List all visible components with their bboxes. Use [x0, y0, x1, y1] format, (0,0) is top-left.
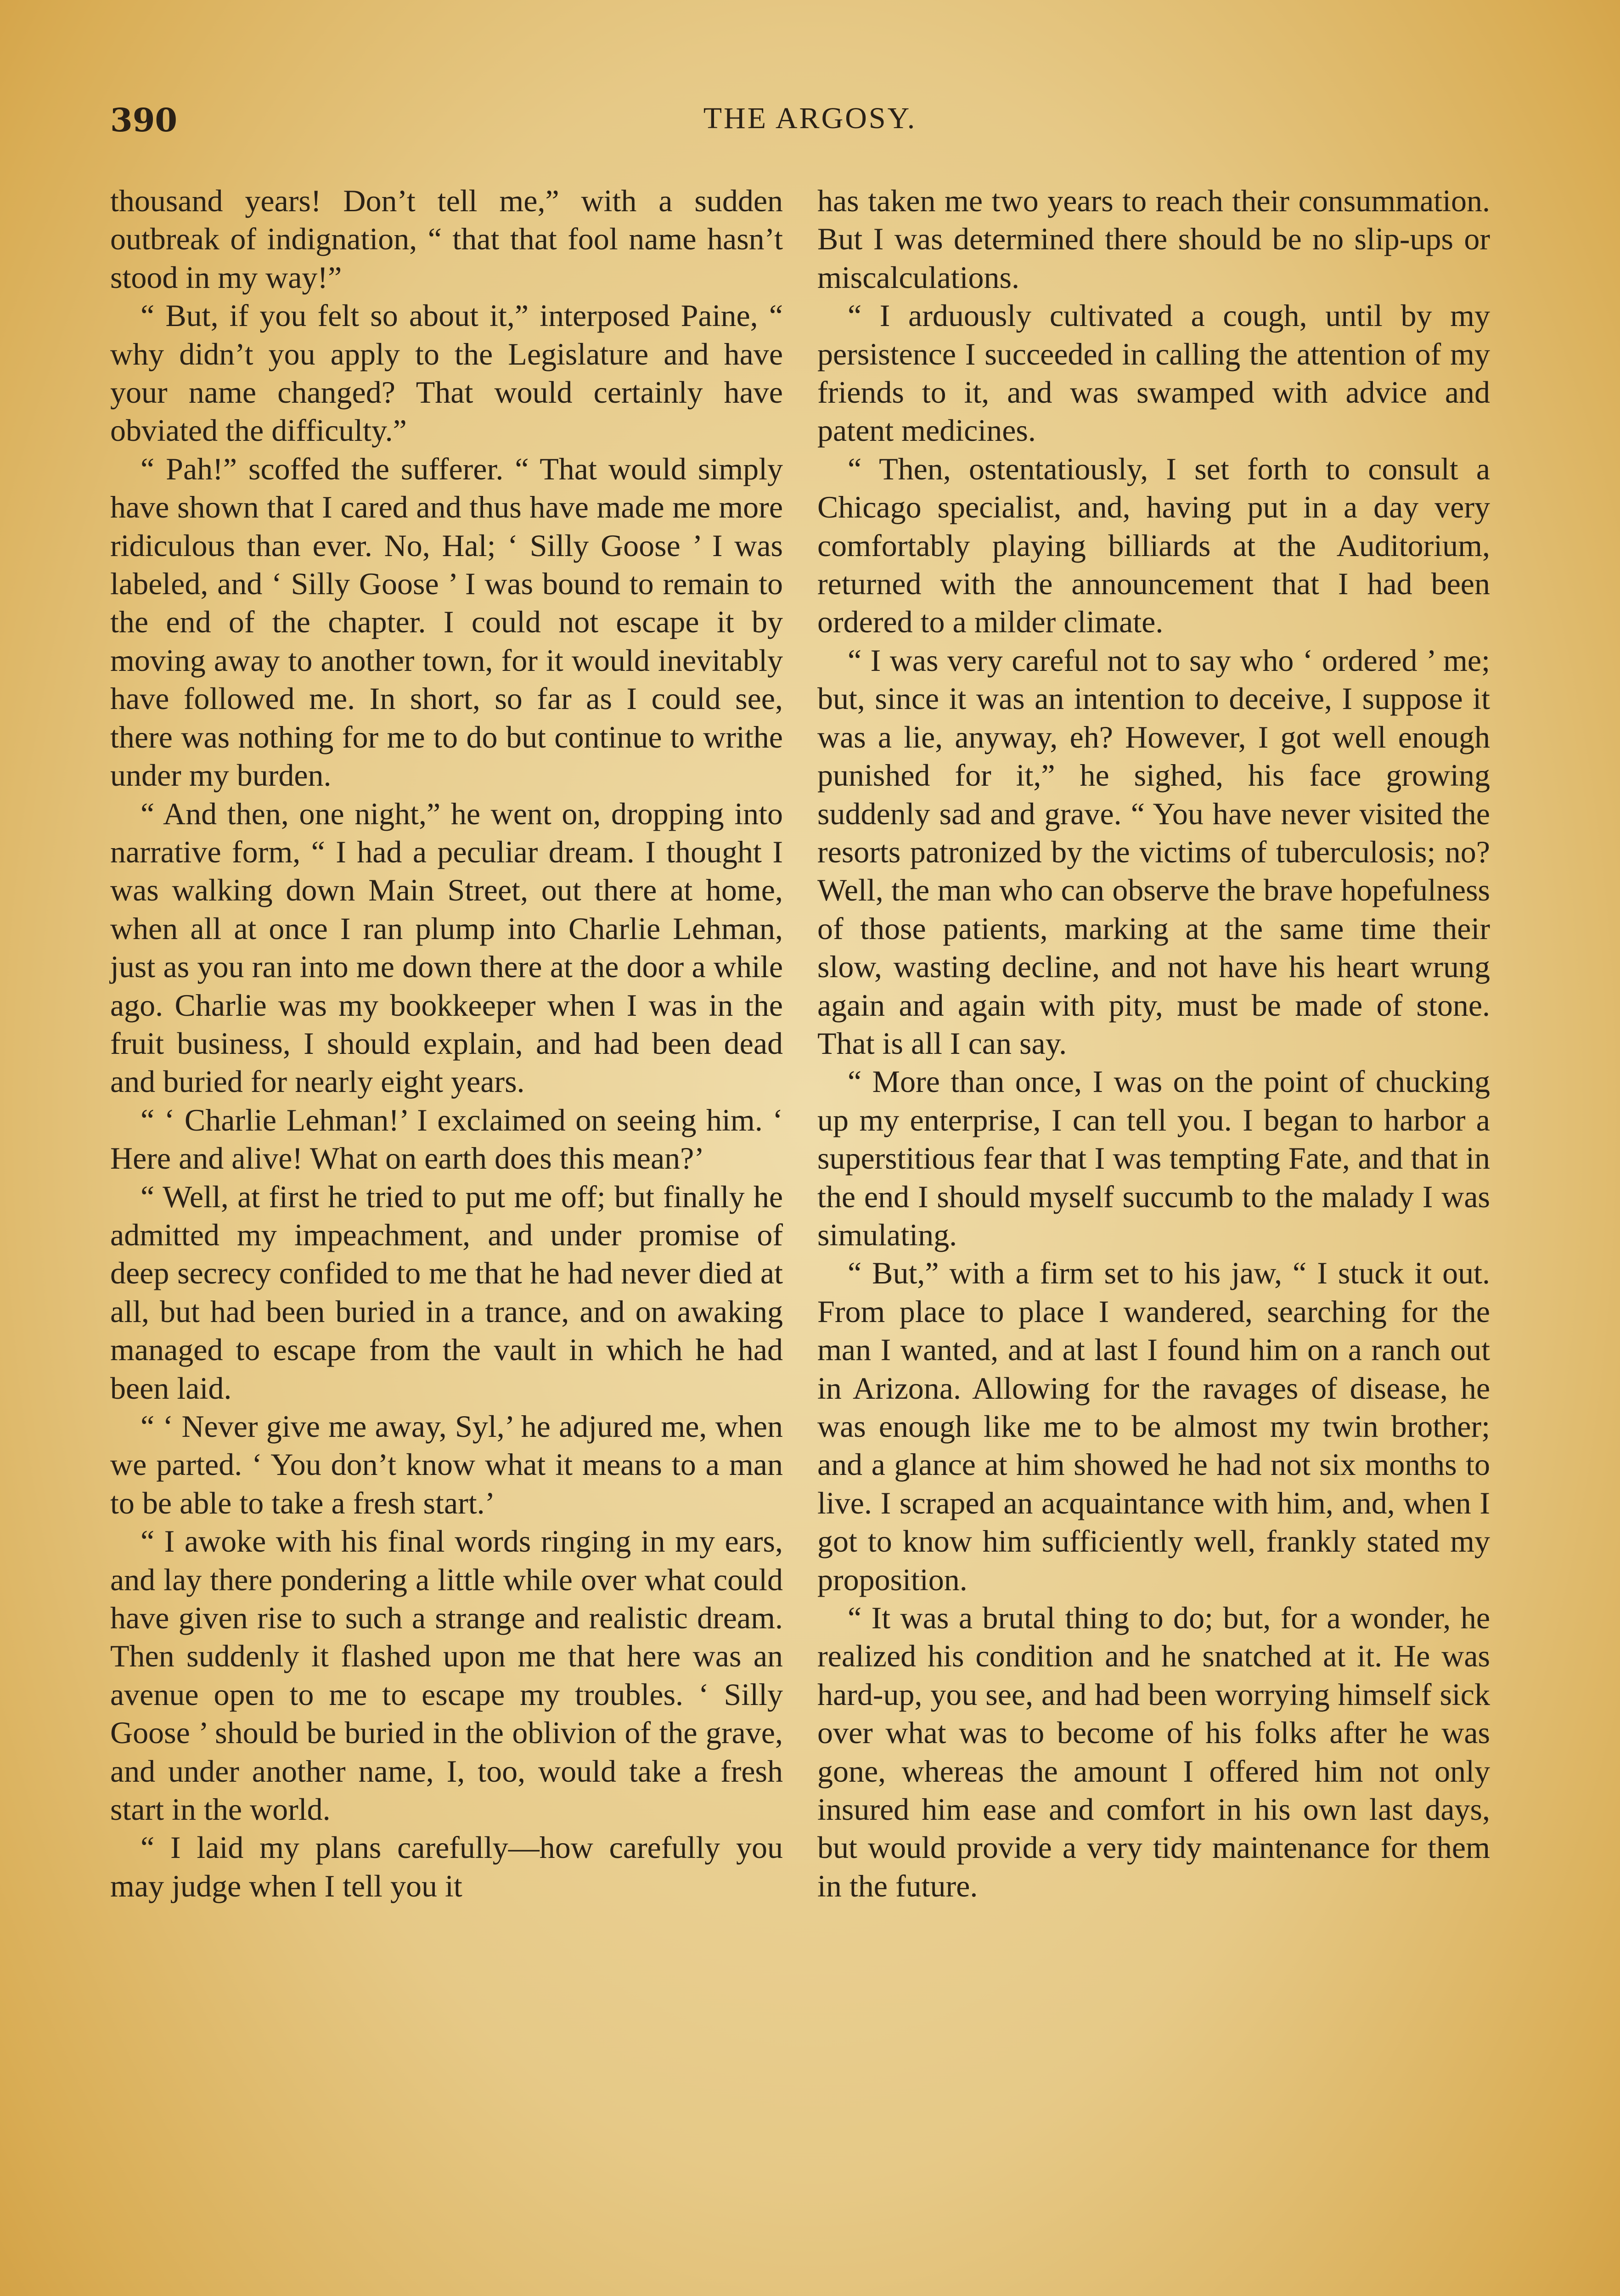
paragraph: “ But,” with a firm set to his jaw, “ I stuck it out. From place to place I wandered, searching for the man I wanted, and at last I found him on a ranch out in Arizona. Allowing for the ravages of disease, he was enough like me to be almost my twin brother; and a glance at him showed he had not six months to live. I scraped an acquaintance with him, and, when I got to know him sufficiently well, frankly stated my proposition. [817, 1255, 1490, 1597]
page-header [110, 101, 1510, 147]
paragraph: “ Pah!” scoffed the sufferer. “ That would simply have shown that I cared and thus have made me more ridiculous than ever. No, Hal; ‘ Silly Goose ’ I was labeled, and ‘ Silly Goose ’ I was bound to remain to the end of the chapter. I could not escape it by moving away to another town, for it would inevitably have followed me. In short, so far as I could see, there was nothing for me to do but continue to writhe under my burden. [110, 451, 783, 793]
paragraph: has taken me two years to reach their consummation. But I was determined there should be no slip-ups or miscalculations. [817, 183, 1490, 295]
page-number: 390 [110, 101, 178, 139]
paragraph: “ More than once, I was on the point of chucking up my enterprise, I can tell you. I began to harbor a superstitious fear that I was tempting Fate, and that in the end I should myself succumb to the malady I was simulating. [817, 1064, 1490, 1252]
paragraph: “ Well, at first he tried to put me off; but finally he admitted my impeachment, and under promise of deep secrecy confided to me that he had never died at all, but had been buried in a trance, and on awaking managed to escape from the vault in which he had been laid. [110, 1179, 783, 1406]
paragraph: “ Then, ostentatiously, I set forth to consult a Chicago specialist, and, having put in a day very comfortably playing billiards at the Auditorium, returned with the announcement that I had been ordered to a milder climate. [817, 451, 1490, 640]
paragraph: “ I arduously cultivated a cough, until by my persistence I succeeded in calling the attention of my friends to it, and was swamped with advice and patent medicines. [817, 298, 1490, 448]
paragraph: “ But, if you felt so about it,” interposed Paine, “ why didn’t you apply to the Legislature and have your name changed? That would certainly have obviated the difficulty.” [110, 298, 783, 448]
paragraph: “ ‘ Charlie Lehman!’ I exclaimed on seeing him. ‘ Here and alive! What on earth does this mean?’ [110, 1102, 783, 1176]
left-column [110, 182, 783, 1905]
paragraph: “ And then, one night,” he went on, dropping into narrative form, “ I had a peculiar dream. I thought I was walking down Main Street, out there at home, when all at once I ran plump into Charlie Lehman, just as you ran into me down there at the door a while ago. Charlie was my bookkeeper when I was in the fruit business, I should explain, and had been dead and buried for nearly eight years. [110, 796, 783, 1099]
paragraph: “ I awoke with his final words ringing in my ears, and lay there pondering a little while over what could have given rise to such a strange and realistic dream. Then suddenly it flashed upon me that here was an avenue open to me to escape my troubles. ‘ Silly Goose ’ should be buried in the oblivion of the grave, and under another name, I, too, would take a fresh start in the world. [110, 1524, 783, 1827]
running-head: THE ARGOSY. [703, 101, 917, 135]
right-column [817, 182, 1490, 1905]
paragraph: “ ‘ Never give me away, Syl,’ he adjured me, when we parted. ‘ You don’t know what it means to a man to be able to take a fresh start.’ [110, 1409, 783, 1520]
paragraph: “ It was a brutal thing to do; but, for a wonder, he realized his condition and he snatched at it. He was hard-up, you see, and had been worrying himself sick over what was to become of his folks after he was gone, whereas the amount I offered him not only insured him ease and comfort in his own last days, but would provide a very tidy maintenance for them in the future. [817, 1600, 1490, 1903]
paragraph: “ I was very careful not to say who ‘ ordered ’ me; but, since it was an intention to deceive, I suppose it was a lie, anyway, eh? However, I got well enough punished for it,” he sighed, his face growing suddenly sad and grave. “ You have never visited the resorts patronized by the victims of tuberculosis; no? Well, the man who can observe the brave hopefulness of those patients, marking at the same time their slow, wasting decline, and not have his heart wrung again and again with pity, must be made of stone. That is all I can say. [817, 642, 1490, 1061]
paragraph: “ I laid my plans carefully—how carefully you may judge when I tell you it [110, 1830, 783, 1903]
paragraph: thousand years! Don’t tell me,” with a sudden outbreak of indignation, “ that that fool name hasn’t stood in my way!” [110, 183, 783, 295]
